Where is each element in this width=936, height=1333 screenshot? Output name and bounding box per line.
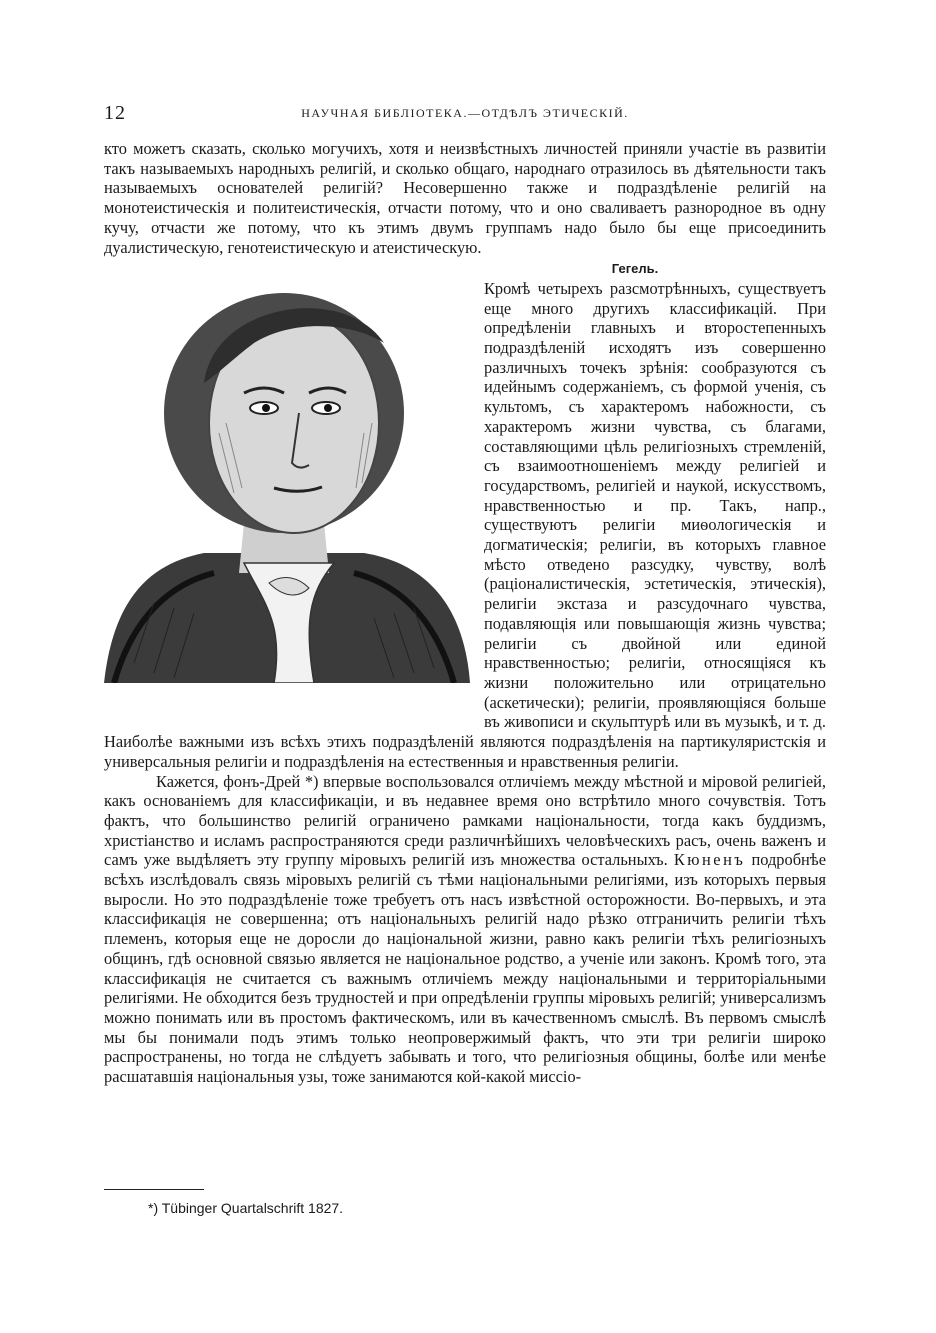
running-title: НАУЧНАЯ БИБЛІОТЕКА.—ОТДѢЛЪ ЭТИЧЕСКІЙ. — [301, 106, 629, 120]
page-header — [104, 102, 826, 126]
footnote-rule — [104, 1189, 204, 1190]
page-number: 12 — [104, 102, 126, 124]
paragraph-3 — [104, 772, 826, 1087]
paragraph-1: кто можетъ сказать, сколько могучихъ, хотя и неизвѣстныхъ личностей приняли участіе въ развитіи такъ называемыхъ народныхъ религій, и сколько общаго, народнаго отразилось въ дѣятельности такъ называемыхъ основателей религій? Несовершенно также и подраздѣленіе религій на монотеистическія и политеистическія, отчасти потому, что и оно сваливаетъ разнородное въ одну кучу, отчасти же потому, что къ этимъ двумъ группамъ надо было бы еще присоединить дуалистическую, генотеистическую и атеистическую. — [104, 139, 826, 257]
portrait-engraving-icon — [94, 263, 474, 683]
paragraph-2-text: Кромѣ четырехъ разсмотрѣнныхъ, существуетъ еще много другихъ классификацій. При опредѣленіи главныхъ и второстепенныхъ подраздѣленій исходятъ изъ совершенно различныхъ точекъ зрѣнія: сообразуются съ идейнымъ содержаніемъ, съ формой ученія, съ культомъ, съ характеромъ набожности, съ характеромъ жизни чувства, съ благами, составляющими цѣль религіозныхъ стремленій, съ взаимоотношеніемъ между религіей и государствомъ, религіей и наукой, искусствомъ, нравственностью и пр. Такъ, напр., существуютъ религіи миѳологическія и догматическія; религіи, въ которыхъ главное мѣсто отведено разсудку, чувству, волѣ (раціоналистическія, эстетическія, этическія), религіи экстаза и разсудочнаго чувства, подавляющія или повышающія жизнь чувства; религіи съ двойной или единой нравственностью; религіи, относящіяся къ жизни положительно или отрицательно (аскетически); религіи, проявляющіяся больше въ живописи и скульптурѣ или въ музыкѣ, и т. д. Наиболѣе важными изъ всѣхъ этихъ подраздѣленій являются подраздѣленія на партикуляристскія и универсальныя религіи и подраздѣленія на естественныя и нравственныя религіи. — [104, 278, 826, 771]
portrait-figure — [94, 263, 474, 713]
footnote: *) Tübinger Quartalschrift 1827. — [148, 1200, 344, 1216]
figure-caption: Гегель. — [611, 261, 659, 277]
author-name-kuenen: Кюненъ — [673, 850, 746, 870]
paragraph-3-text-b: подробнѣе всѣхъ изслѣдовалъ связь міровыхъ религій съ тѣми національными религіями, изъ которыхъ первыя выросли. Но это подраздѣленіе тоже требуетъ отъ насъ извѣстной осторожности. Во-первыхъ, и эта классификація не совершенна; отъ національныхъ религій надо рѣзко отграничить религіи тѣхъ племенъ, которыя еще не доросли до національной жизни, равно какъ религіи тѣхъ религіозныхъ общинъ, гдѣ основной связью является не національное родство, а ученіе или законъ. Кромѣ того, эта классификація не считается съ важнымъ отличіемъ между національными и территоріальными религіями. Не обходится безъ трудностей и при опредѣленіи группы міровыхъ религій; универсализмъ можно понимать или въ простомъ фактическомъ, или въ качественномъ смыслѣ. Въ первомъ смыслѣ мы бы понимали подъ этимъ только неопровержимый фактъ, что эти три религіи широко распространены, но тогда не слѣдуетъ забывать и того, что религіозныя общины, болѣе или менѣе расшатавшія національныя узы, тоже занимаются кой-какой миссіо- — [104, 850, 826, 1087]
paragraph-3-text-a: Кажется, фонъ-Дрей *) впервые воспользовался отличіемъ между мѣстной и міровой религіей, какъ основаніемъ для классификаціи, и въ недавнее время оно встрѣтило много сочувствія. Тотъ фактъ, что большинство религій ограничено рамками національности, тогда какъ буддизмъ, христіанство и исламъ распространяются среди различнѣйшихъ человѣческихъ расъ, очень важенъ и самъ уже выдѣляетъ эту группу міровыхъ религій изъ множества остальныхъ. — [104, 771, 826, 870]
page-body — [104, 139, 826, 1087]
